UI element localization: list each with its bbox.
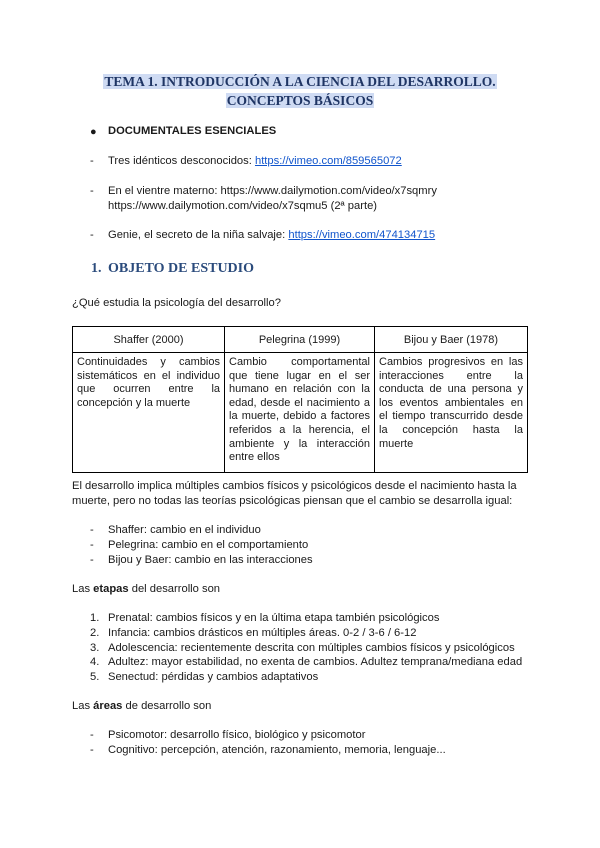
etapa-text: Adultez: mayor estabilidad, no exenta de cambios. Adultez temprana/mediana edad — [108, 656, 523, 668]
table-cell: Cambios progresivos en las interacciones entre la conducta de una persona y los eventos ambientales en el tiempo transcurrido desde la concepción hasta la muerte — [375, 353, 528, 473]
paragraph-line2: muerte, pero no todas las teorías psicológicas piensan que el cambio se desarrolla igual: — [72, 495, 513, 507]
list-item: 1. Prenatal: cambios físicos y en la última etapa también psicológicos — [90, 612, 440, 624]
list-item: - Shaffer: cambio en el individuo — [90, 524, 261, 536]
list-item: - Pelegrina: cambio en el comportamiento — [90, 539, 309, 551]
list-item: - En el vientre materno: https://www.dailymotion.com/video/x7sqmry https://www.dailymotion.com/video/x7sqmu5 (2ª parte) — [90, 185, 437, 212]
table-row — [73, 353, 528, 473]
theory-text: Shaffer: cambio en el individuo — [108, 524, 261, 536]
documental-link[interactable]: https://vimeo.com/859565072 — [254, 155, 402, 167]
bullet-marker: ● — [90, 126, 97, 138]
list-item: 5. Senectud: pérdidas y cambios adaptativos — [90, 671, 319, 683]
areas-intro: Las áreas de desarrollo son — [72, 700, 212, 712]
area-text: Cognitivo: percepción, atención, razonamiento, memoria, lenguaje... — [108, 744, 446, 756]
list-item: - Tres idénticos desconocidos: https://vimeo.com/859565072 — [90, 155, 402, 167]
table-cell: Cambio comportamental que tiene lugar en el ser humano en relación con la edad, desde el nacimiento a la muerte, debido a factores referidos a la herencia, el ambiente y la interacción entre ellos — [225, 353, 375, 473]
table-header: Bijou y Baer (1978) — [375, 327, 528, 353]
etapas-keyword: etapas — [93, 583, 129, 595]
list-item: - Genie, el secreto de la niña salvaje: https://vimeo.com/474134715 — [90, 229, 436, 241]
etapa-text: Prenatal: cambios físicos y en la última etapa también psicológicos — [108, 612, 440, 624]
documental-text: Genie, el secreto de la niña salvaje: — [108, 229, 289, 241]
table-header-row — [73, 327, 528, 353]
theory-text: Bijou y Baer: cambio en las interacciones — [108, 554, 313, 566]
section-number: 1. — [91, 261, 102, 276]
area-text: Psicomotor: desarrollo físico, biológico y psicomotor — [108, 729, 366, 741]
list-item: 4. Adultez: mayor estabilidad, no exenta de cambios. Adultez temprana/mediana edad — [90, 656, 523, 668]
table-header: Shaffer (2000) — [73, 327, 225, 353]
documental-text: Tres idénticos desconocidos: — [108, 155, 255, 167]
document-title-line1: TEMA 1. INTRODUCCIÓN A LA CIENCIA DEL DESARROLLO. — [104, 74, 496, 89]
documental-text-line2: https://www.dailymotion.com/video/x7sqmu5 (2ª parte) — [108, 200, 378, 212]
list-item: - Cognitivo: percepción, atención, razonamiento, memoria, lenguaje... — [90, 744, 446, 756]
etapa-text: Adolescencia: recientemente descrita con múltiples cambios físicos y psicológicos — [108, 642, 515, 654]
theory-text: Pelegrina: cambio en el comportamiento — [108, 539, 309, 551]
section-title: OBJETO DE ESTUDIO — [108, 261, 255, 276]
table-cell: Continuidades y cambios sistemáticos en el individuo que ocurren entre la concepción y la muerte — [73, 353, 225, 473]
table-header: Pelegrina (1999) — [225, 327, 375, 353]
list-item: - Bijou y Baer: cambio en las interacciones — [90, 554, 313, 566]
comparison-table — [72, 326, 528, 473]
etapas-intro: Las etapas del desarrollo son — [72, 583, 221, 595]
documentales-heading: DOCUMENTALES ESENCIALES — [108, 125, 277, 137]
section-question: ¿Qué estudia la psicología del desarrollo? — [72, 297, 281, 309]
paragraph-line1: El desarrollo implica múltiples cambios físicos y psicológicos desde el nacimiento hasta la — [72, 480, 517, 492]
areas-keyword: áreas — [93, 700, 123, 712]
list-item: 2. Infancia: cambios drásticos en múltiples áreas. 0-2 / 3-6 / 6-12 — [90, 627, 417, 639]
documental-text: En el vientre materno: https://www.dailymotion.com/video/x7sqmry — [108, 185, 437, 197]
list-item: 3. Adolescencia: recientemente descrita con múltiples cambios físicos y psicológicos — [90, 642, 515, 654]
list-item: - Psicomotor: desarrollo físico, biológico y psicomotor — [90, 729, 366, 741]
document-title-line2: CONCEPTOS BÁSICOS — [226, 93, 374, 108]
etapa-text: Infancia: cambios drásticos en múltiples áreas. 0-2 / 3-6 / 6-12 — [108, 627, 417, 639]
etapa-text: Senectud: pérdidas y cambios adaptativos — [108, 671, 319, 683]
documental-link[interactable]: https://vimeo.com/474134715 — [288, 229, 436, 241]
